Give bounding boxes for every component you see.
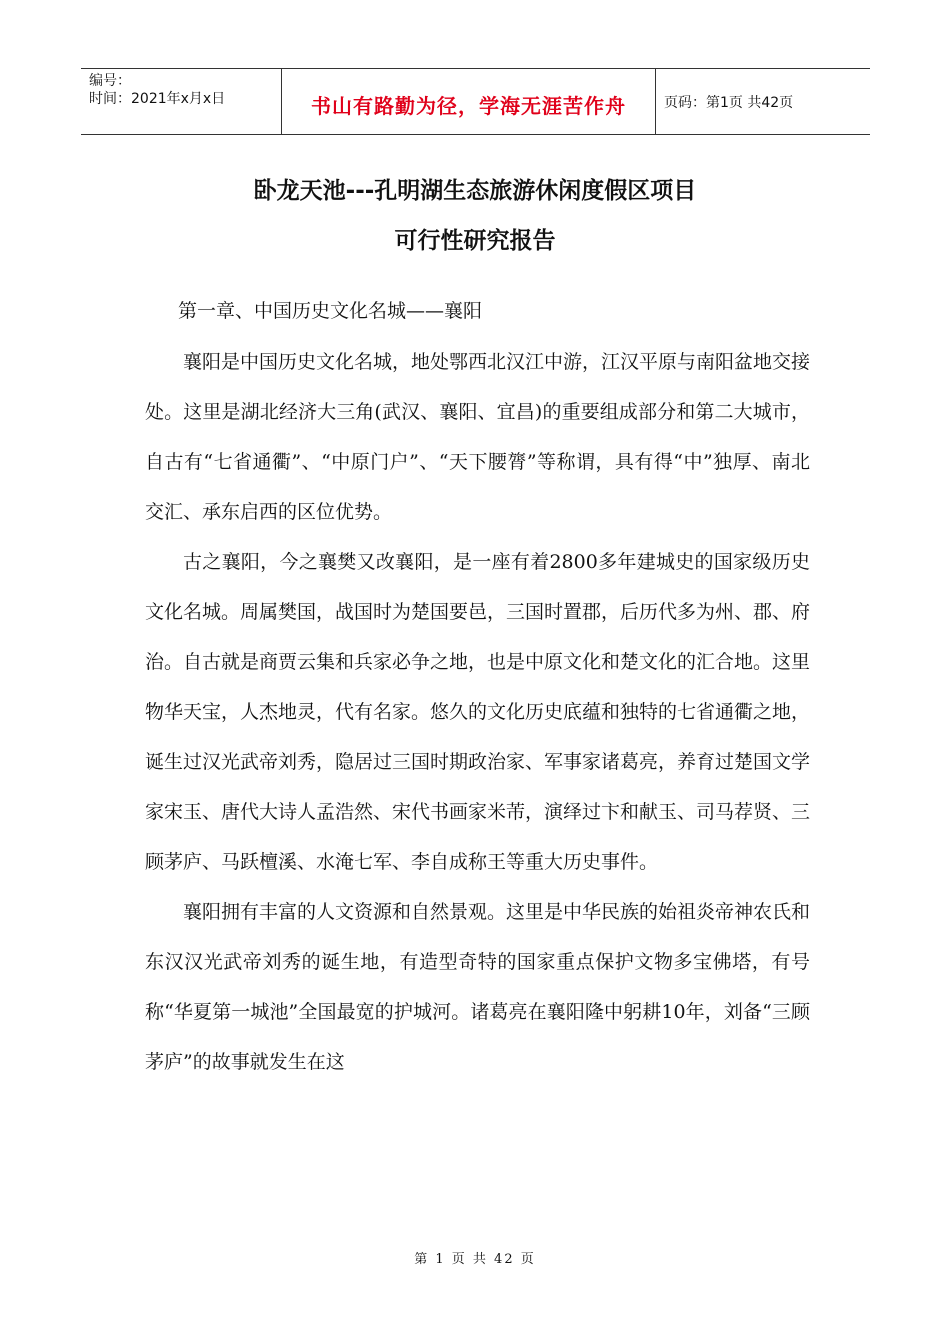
header-page-cell <box>656 69 870 134</box>
paragraph: 襄阳拥有丰富的人文资源和自然景观。这里是中华民族的始祖炎帝神农氏和东汉汉光武帝刘秀的诞生地，有造型奇特的国家重点保护文物多宝佛塔，有号称“华夏第一城池”全国最宽的护城河。诸葛亮在襄阳隆中躬耕10年，刘备“三顾茅庐”的故事就发生在这 <box>145 901 811 1073</box>
paragraph: 襄阳是中国历史文化名城，地处鄂西北汉江中游，江汉平原与南阳盆地交接处。这里是湖北经济大三角(武汉、襄阳、宜昌)的重要组成部分和第二大城市，自古有“七省通衢”、“中原门户”、“天下腰膂”等称谓，具有得“中”独厚、南北交汇、承东启西的区位优势。 <box>145 351 811 523</box>
header-motto: 书山有路勤为径，学海无涯苦作舟 <box>311 94 626 118</box>
body-text <box>145 337 810 1087</box>
page-header <box>81 68 870 135</box>
chapter-heading: 第一章、中国历史文化名城——襄阳 <box>178 300 483 322</box>
header-page-code: 页码：第1页 共42页 <box>664 94 794 111</box>
document-number-label: 编号： <box>89 73 131 89</box>
paragraph: 古之襄阳，今之襄樊又改襄阳，是一座有着2800多年建城史的国家级历史文化名城。周属樊国，战国时为楚国要邑，三国时置郡，后历代多为州、郡、府治。自古就是商贾云集和兵家必争之地，也是中原文化和楚文化的汇合地。这里物华天宝，人杰地灵，代有名家。悠久的文化历史底蕴和独特的七省通衢之地，诞生过汉光武帝刘秀，隐居过三国时期政治家、军事家诸葛亮，养育过楚国文学家宋玉、唐代大诗人孟浩然、宋代书画家米芾，演绎过卞和献玉、司马荐贤、三顾茅庐、马跃檀溪、水淹七军、李自成称王等重大历史事件。 <box>145 551 811 873</box>
document-subtitle: 可行性研究报告 <box>394 228 556 254</box>
document-date-label: 时间：2021年x月x日 <box>89 91 226 107</box>
page-footer: 第 1 页 共 42 页 <box>414 1252 536 1267</box>
header-motto-cell <box>282 69 656 134</box>
header-meta-cell <box>81 69 282 134</box>
document-title: 卧龙天池---孔明湖生态旅游休闲度假区项目 <box>253 178 697 204</box>
